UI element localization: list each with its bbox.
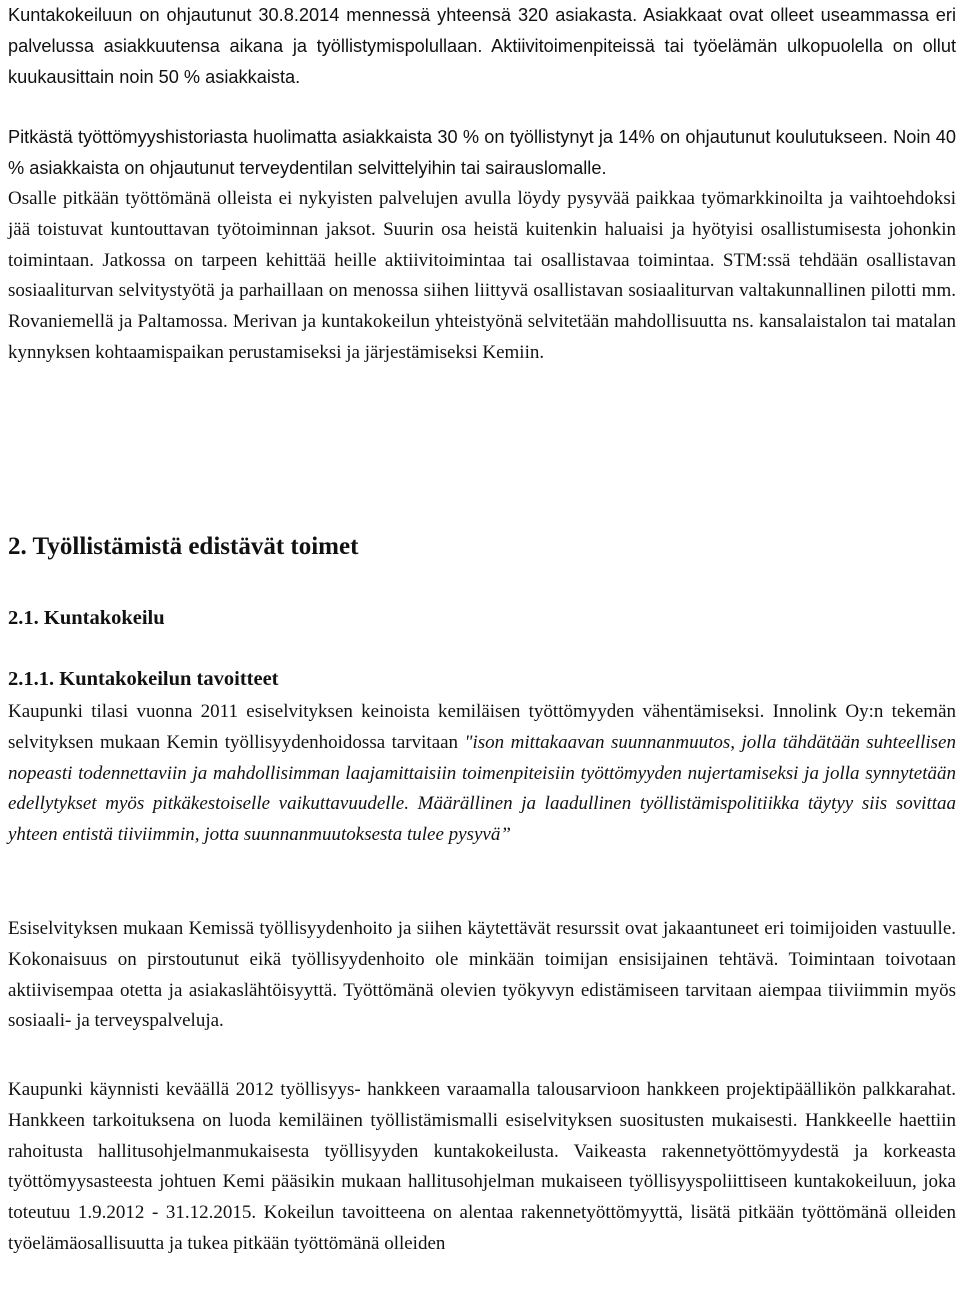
section-heading-2: 2. Työllistämistä edistävät toimet	[8, 533, 359, 560]
goals-paragraph-1	[8, 697, 956, 851]
goals-paragraph-2: Esiselvityksen mukaan Kemissä työllisyydenhoito ja siihen käytettävät resurssit ovat jakaantuneet eri toimijoiden vastuulle. Kokonaisuus on pirstoutunut eikä työllisyydenhoito ole minkään toimijan ensisijainen tehtävä. Toimintaan toivotaan aktiivisempaa otetta ja asiakaslähtöisyyttä. Työttömänä olevien työkyvyn edistämiseen tarvitaan aiempaa tiiviimmin myös sosiaali- ja terveyspalveluja.	[8, 918, 956, 1032]
goals-paragraph-1-quote: "ison mittakaavan suunnanmuutos, jolla tähdätään suhteellisen nopeasti todennettaviin ja mahdollisimman laajamittaisiin toimenpiteisiin työttömyyden nujertamiseksi ja jolla synnytetään edellytykset myös pitkäkestoiselle vaikuttavuudelle. Määrällinen ja laadullinen työllistämispolitiikka täytyy siis sovittaa yhteen entistä tiiviimmin, jotta suunnanmuutoksesta tulee pysyvä”	[8, 731, 956, 846]
intro-paragraph-2-b: Osalle pitkään työttömänä olleista ei nykyisten palvelujen avulla löydy pysyvää paikkaa työmarkkinoilta ja vaihtoehdoksi jää toistuvat kuntouttavan työtoiminnan jaksot. Suurin osa heistä kuitenkin haluaisi ja hyötyisi osallistumisesta johonkin toimintaan. Jatkossa on tarpeen kehittää heille aktiivitoimintaa tai osallistavaa toimintaa. STM:ssä tehdään osallistavan sosiaaliturvan selvitystyötä ja parhaillaan on menossa siihen liittyvä osallistavan sosiaaliturvan valtakunnallinen pilotti mm. Rovaniemellä ja Paltamossa. Merivan ja kuntakokeilun yhteistyönä selvitetään mahdollisuutta ns. kansalaistalon tai matalan kynnyksen kohtaamispaikan perustamiseksi ja järjestämiseksi Kemiin.	[8, 188, 956, 363]
subsection-heading-2-1-1: 2.1.1. Kuntakokeilun tavoitteet	[8, 668, 279, 690]
goals-paragraph-3: Kaupunki käynnisti keväällä 2012 työllisyys- hankkeen varaamalla talousarvioon hankkeen projektipäällikön palkkarahat. Hankkeen tarkoituksena on luoda kemiläinen työllistämismalli esiselvityksen suositusten mukaisesti. Hankkeelle haettiin rahoitusta hallitusohjelmanmukaisesta työllisyyden kuntakokeilusta. Vaikeasta rakennetyöttömyydestä ja korkeasta työttömyysasteesta johtuen Kemi pääsikin mukaan hallitusohjelman mukaiseen työllisyyspoliittiseen kuntakokeiluun, joka toteutuu 1.9.2012 - 31.12.2015. Kokeilun tavoitteena on alentaa rakennetyöttömyyttä, lisätä pitkään työttömänä olleiden työelämäosallisuutta ja tukea pitkään työttömänä olleiden	[8, 1079, 956, 1254]
intro-paragraph-2-a: Pitkästä työttömyyshistoriasta huolimatta asiakkaista 30 % on työllistynyt ja 14% on ohjautunut koulutukseen. Noin 40 % asiakkaista on ohjautunut terveydentilan selvittelyihin tai sairauslomalle.	[8, 127, 956, 178]
goals-paragraph-1-normal: Kaupunki tilasi vuonna 2011 esiselvityksen keinoista kemiläisen työttömyyden vähentämiseksi. Innolink Oy:n tekemän selvityksen mukaan Kemin työllisyydenhoidossa tarvitaan	[8, 701, 956, 753]
intro-paragraph-1: Kuntakokeiluun on ohjautunut 30.8.2014 mennessä yhteensä 320 asiakasta. Asiakkaat ovat olleet useammassa eri palvelussa asiakkuutensa aikana ja työllistymispolullaan. Aktiivitoimenpiteissä tai työelämän ulkopuolella on ollut kuukausittain noin 50 % asiakkaista.	[8, 5, 956, 87]
subsection-heading-2-1: 2.1. Kuntakokeilu	[8, 607, 165, 629]
